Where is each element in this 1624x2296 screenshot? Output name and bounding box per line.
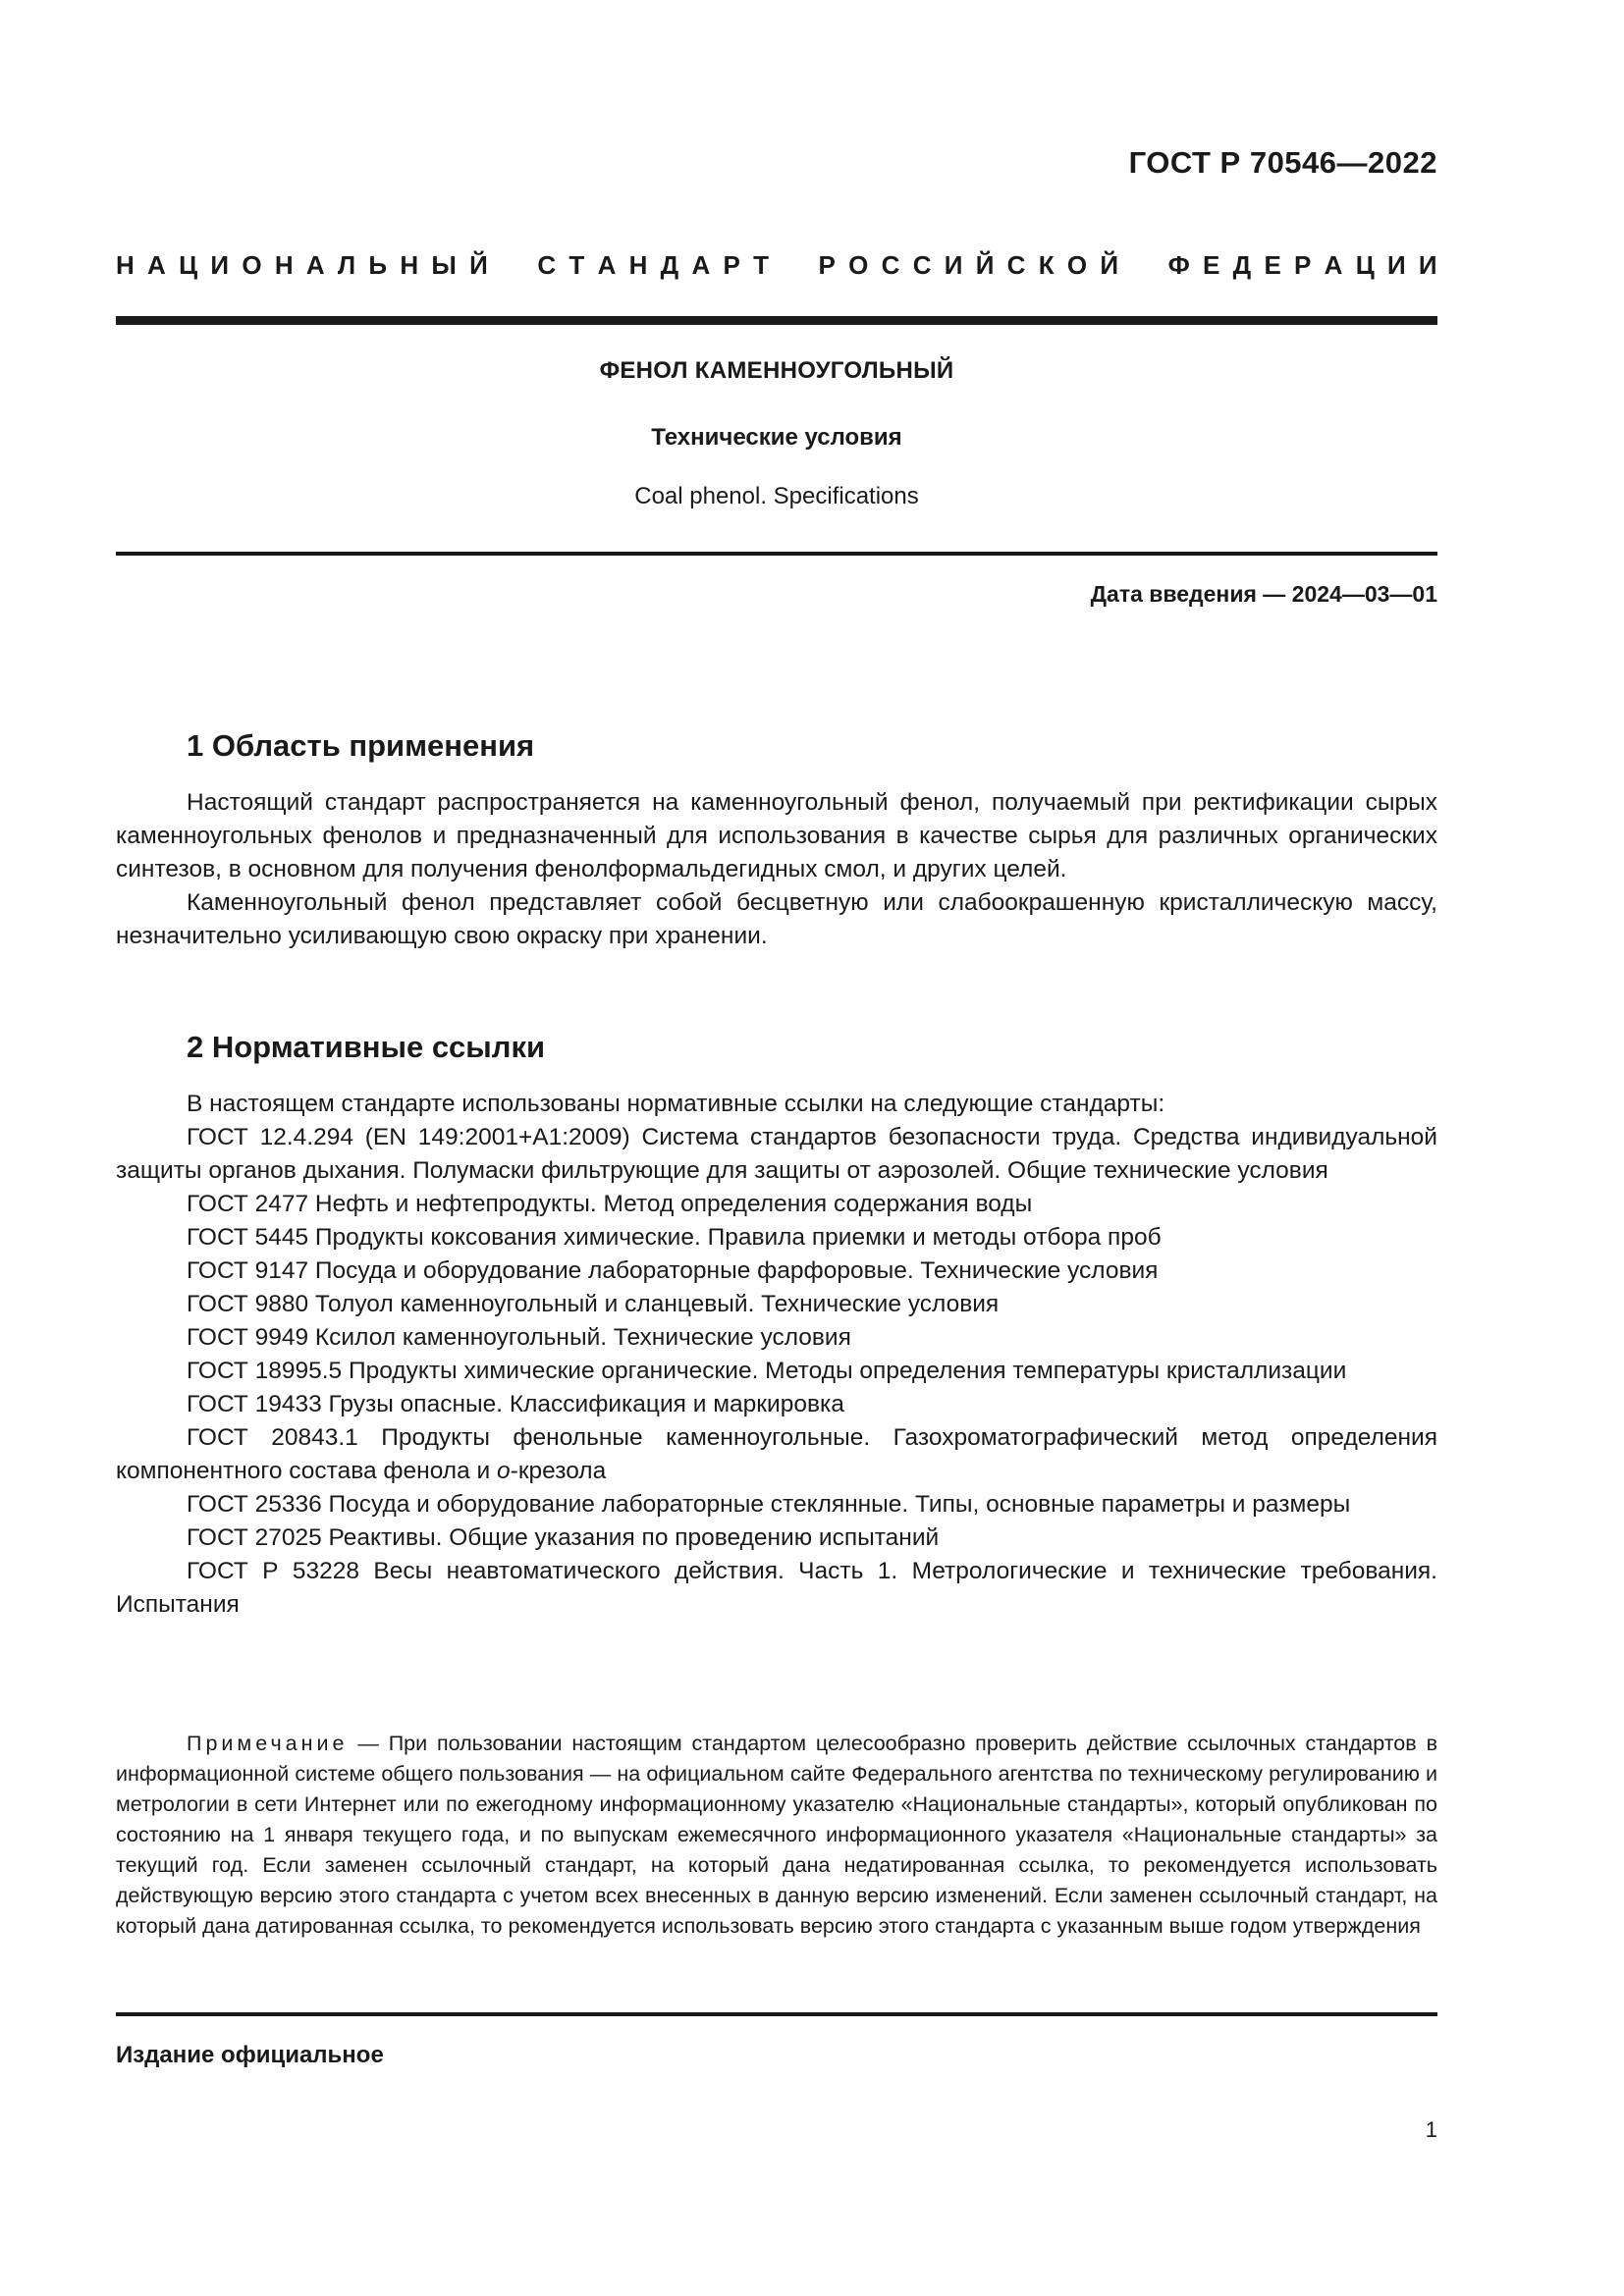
note-block — [116, 1729, 1437, 1942]
reference-item: ГОСТ 9949 Ксилол каменноугольный. Технические условия — [187, 1324, 851, 1351]
heading-letter: Е — [1203, 250, 1220, 280]
heading-letter: А — [597, 250, 617, 280]
heading-letter: С — [1006, 250, 1026, 280]
heading-letter: И — [1418, 250, 1437, 280]
heading-letter: Ы — [431, 250, 457, 280]
section-1-heading: 1 Область применения — [187, 728, 535, 763]
document-page — [116, 0, 1437, 2296]
heading-letter: О — [1066, 250, 1088, 280]
heading-letter: Н — [116, 250, 135, 280]
reference-text: -крезола — [510, 1458, 607, 1484]
word-gap — [1131, 250, 1155, 281]
heading-letter: А — [691, 250, 711, 280]
heading-letter: Р — [1294, 250, 1312, 280]
note-paragraph — [116, 1729, 1437, 1942]
heading-letter: Й — [975, 250, 995, 280]
heading-letter: Л — [337, 250, 356, 280]
heading-letter: Д — [660, 250, 679, 280]
note-label: Примечание — [187, 1732, 349, 1755]
document-subtitle-english: Coal phenol. Specifications — [634, 483, 919, 509]
title-divider — [116, 552, 1437, 556]
page-number: 1 — [1425, 2117, 1437, 2142]
heading-letter: Е — [1264, 250, 1281, 280]
standard-type-heading — [116, 250, 1437, 281]
section-1-body — [116, 786, 1437, 953]
reference-item: ГОСТ 27025 Реактивы. Общие указания по проведению испытаний — [187, 1524, 940, 1551]
heading-letter: А — [305, 250, 325, 280]
heading-letter: Д — [1232, 250, 1252, 280]
header-divider — [116, 316, 1437, 325]
official-edition-label: Издание официальное — [116, 2042, 384, 2068]
reference-item: ГОСТ 9147 Посуда и оборудование лабораторные фарфоровые. Технические условия — [187, 1257, 1159, 1284]
heading-letter: Н — [274, 250, 294, 280]
footer-divider — [116, 2012, 1437, 2016]
section-1-paragraph: Каменноугольный фенол представляет собой бесцветную или слабоокрашенную кристаллическую массу, незначительно усиливающую свою окраску при хранении. — [116, 889, 1437, 949]
heading-letter: Р — [818, 250, 836, 280]
heading-letter: И — [1386, 250, 1406, 280]
reference-italic-text: о — [497, 1458, 511, 1484]
reference-item: ГОСТ 5445 Продукты коксования химические. Правила приемки и методы отбора проб — [187, 1224, 1162, 1251]
section-1-paragraph: Настоящий стандарт распространяется на каменноугольный фенол, получаемый при ректификации сырых каменноугольных фенолов и предназначенный для использования в качестве сырья для различных органических синтезов, в основном для получения фенолформальдегидных смол, и других целей. — [116, 789, 1437, 882]
document-title: ФЕНОЛ КАМЕННОУГОЛЬНЫЙ — [599, 357, 954, 384]
heading-letter: Ц — [1355, 250, 1375, 280]
reference-item: ГОСТ 19433 Грузы опасные. Классификация и маркировка — [187, 1391, 844, 1417]
heading-letter: Ф — [1167, 250, 1190, 280]
heading-letter: С — [881, 250, 900, 280]
reference-item: ГОСТ 2477 Нефть и нефтепродукты. Метод определения содержания воды — [187, 1191, 1033, 1217]
heading-letter: И — [210, 250, 230, 280]
heading-letter: Р — [723, 250, 740, 280]
heading-letter: Т — [568, 250, 585, 280]
introduction-date: Дата введения — 2024—03—01 — [1090, 581, 1437, 607]
reference-item: ГОСТ 12.4.294 (EN 149:2001+A1:2009) Система стандартов безопасности труда. Средства индивидуальной защиты органов дыхания. Полумаски фильтрующие для защиты от аэрозолей. Общие технические условия — [116, 1124, 1437, 1184]
reference-item: ГОСТ 25336 Посуда и оборудование лабораторные стеклянные. Типы, основные параметры и размеры — [187, 1491, 1351, 1518]
heading-letter: С — [912, 250, 932, 280]
heading-letter: Н — [628, 250, 648, 280]
document-subtitle: Технические условия — [651, 424, 902, 451]
heading-letter: Ц — [179, 250, 198, 280]
reference-item-20843 — [116, 1421, 1437, 1488]
reference-item: ГОСТ 9880 Толуол каменноугольный и сланцевый. Технические условия — [187, 1291, 1000, 1317]
heading-letter: Й — [469, 250, 488, 280]
reference-item: ГОСТ 18995.5 Продукты химические органические. Методы определения температуры кристаллизации — [187, 1358, 1347, 1384]
section-2-body — [116, 1088, 1437, 1622]
note-text: — При пользовании настоящим стандартом целесообразно проверить действие ссылочных стандартов в информационной системе общего пользования — на официальном сайте Федерального агентства по техническому регулированию и метрологии в сети Интернет или по ежегодному информационному указателю «Национальные стандарты», который опубликован по состоянию на 1 января текущего года, и по выпускам ежемесячного информационного указателя «Национальные стандарты» за текущий год. Если заменен ссылочный стандарт, на который дана недатированная ссылка, то рекомендуется использовать действующую версию этого стандарта с учетом всех внесенных в данную версию изменений. Если заменен ссылочный стандарт, на который дана датированная ссылка, то рекомендуется использовать версию этого стандарта с указанным выше годом утверждения — [116, 1732, 1437, 1938]
heading-letter: А — [147, 250, 166, 280]
heading-letter: Й — [1100, 250, 1119, 280]
word-gap — [501, 250, 524, 281]
reference-text: ГОСТ 20843.1 Продукты фенольные каменноугольные. Газохроматографический метод определения компонентного состава фенола и — [116, 1424, 1437, 1484]
heading-letter: И — [944, 250, 963, 280]
gost-number: ГОСТ Р 70546—2022 — [1128, 145, 1437, 180]
heading-letter: А — [1324, 250, 1343, 280]
references-intro: В настоящем стандарте использованы нормативные ссылки на следующие стандарты: — [187, 1091, 1165, 1117]
heading-letter: О — [242, 250, 262, 280]
heading-letter: Н — [400, 250, 419, 280]
reference-item: ГОСТ Р 53228 Весы неавтоматического действия. Часть 1. Метрологические и технические требования. Испытания — [116, 1558, 1437, 1618]
heading-letter: Ь — [368, 250, 388, 280]
heading-letter: К — [1038, 250, 1055, 280]
heading-letter: О — [848, 250, 869, 280]
word-gap — [782, 250, 805, 281]
heading-letter: Т — [753, 250, 770, 280]
section-2-heading: 2 Нормативные ссылки — [187, 1030, 546, 1064]
heading-letter: С — [537, 250, 557, 280]
